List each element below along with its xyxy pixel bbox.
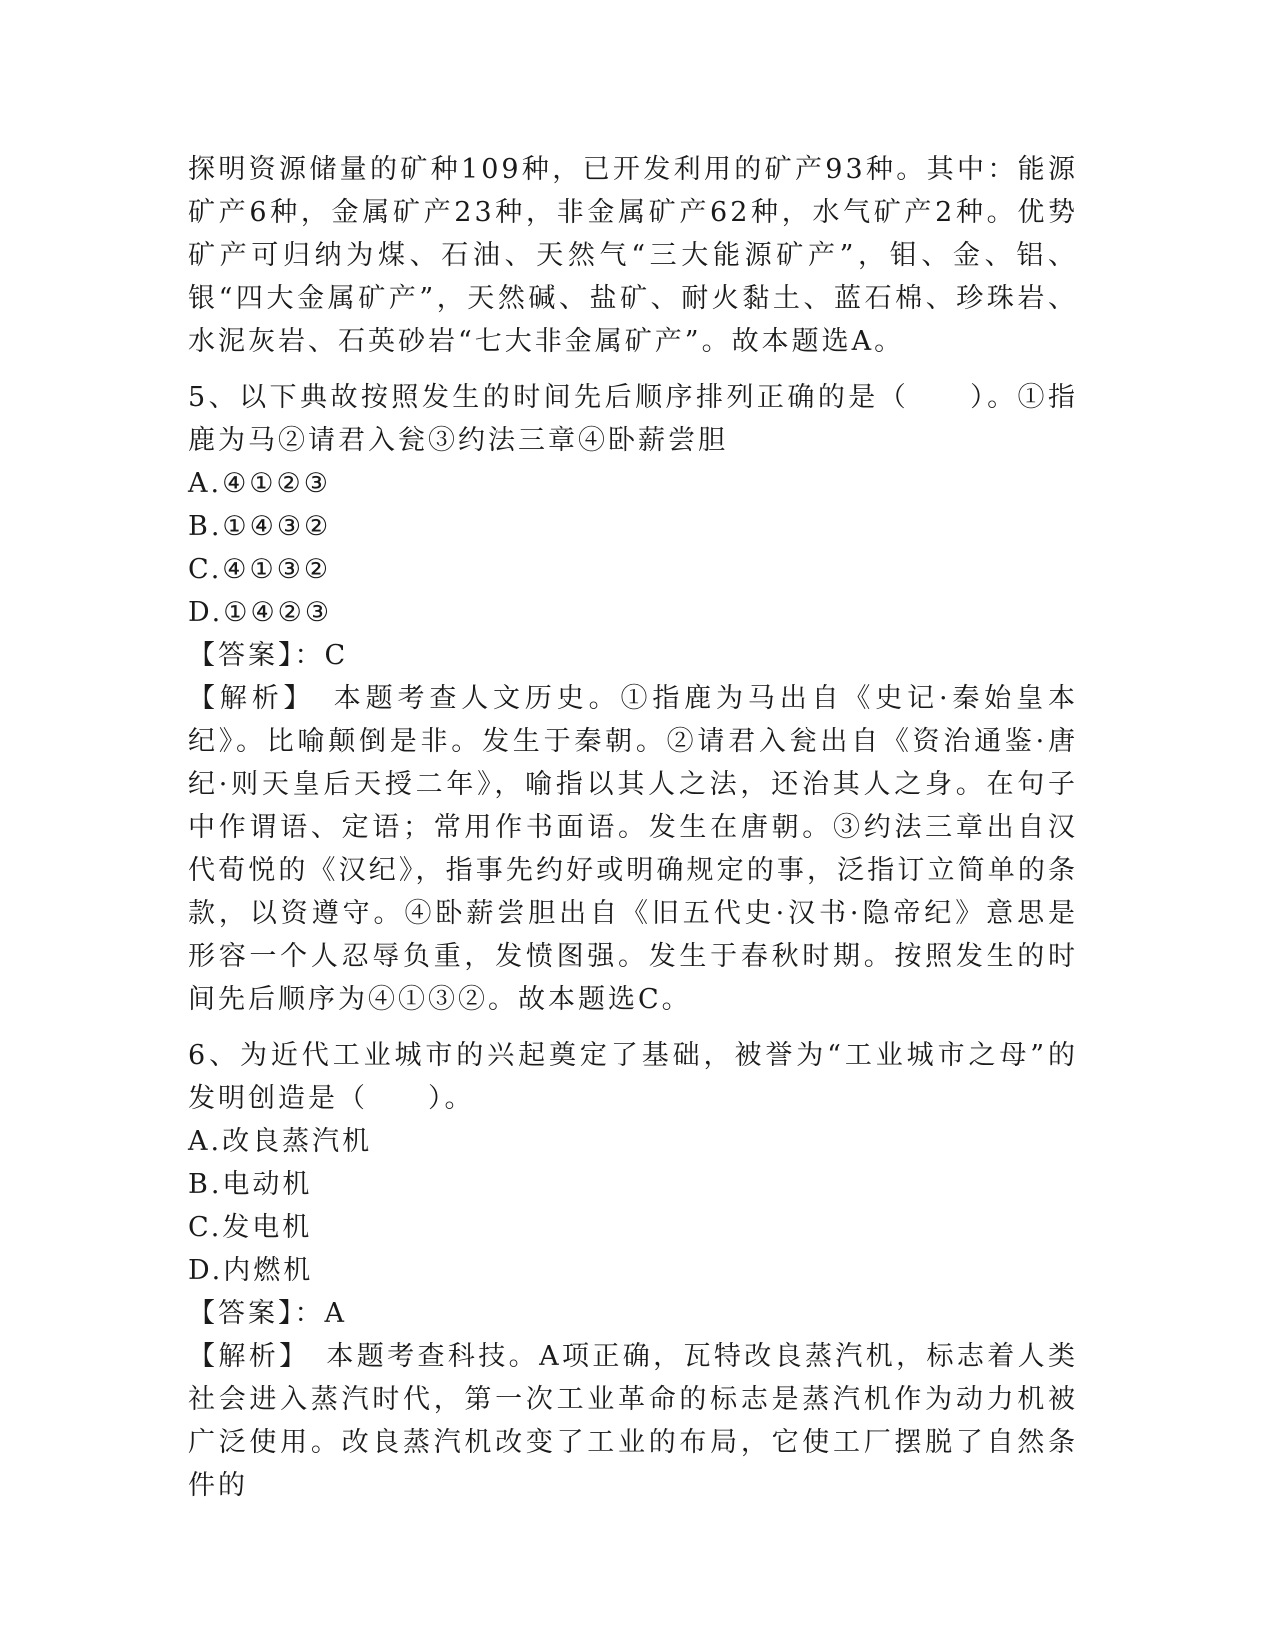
question-5-analysis: [188, 677, 1078, 1021]
question-5: [188, 376, 1078, 1021]
question-6-analysis: [188, 1335, 1078, 1507]
question-6-answer-value: A: [324, 1298, 347, 1329]
intro-paragraph: 探明资源储量的矿种109种，已开发利用的矿产93种。其中：能源矿产6种，金属矿产23种，非金属矿产62种，水气矿产2种。优势矿产可归纳为煤、石油、天然气“三大能源矿产”，钼、金、铝、银“四大金属矿产”，天然碱、盐矿、耐火黏土、蓝石棉、珍珠岩、水泥灰岩、石英砂岩“七大非金属矿产”。故本题选A。: [188, 154, 1078, 357]
question-5-answer: [188, 634, 1078, 677]
question-6-option-b: B.电动机: [188, 1169, 313, 1200]
question-5-analysis-text: 本题考查人文历史。①指鹿为马出自《史记·秦始皇本纪》。比喻颠倒是非。发生于秦朝。②请君入瓮出自《资治通鉴·唐纪·则天皇后天授二年》，喻指以其人之法，还治其人之身。在句子中作谓语、定语；常用作书面语。发生在唐朝。③约法三章出自汉代荀悦的《汉纪》，指事先约好或明确规定的事，泛指订立简单的条款，以资遵守。④卧薪尝胆出自《旧五代史·汉书·隐帝纪》意思是形容一个人忍辱负重，发愤图强。发生于春秋时期。按照发生的时间先后顺序为④①③②。故本题选C。: [188, 683, 1078, 1015]
question-5-option-b: B.①④③②: [188, 511, 332, 542]
question-6-option-a: A.改良蒸汽机: [188, 1126, 373, 1157]
question-5-answer-label: 【答案】：: [188, 640, 325, 671]
question-6-option-c: C.发电机: [188, 1212, 313, 1243]
question-6-answer: [188, 1292, 1078, 1335]
question-5-option-c: C.④①③②: [188, 554, 332, 585]
question-6-answer-label: 【答案】：: [188, 1298, 325, 1329]
document-body: [188, 148, 1078, 1507]
question-6-option-d: D.内燃机: [188, 1255, 314, 1286]
question-5-option-d: D.①④②③: [188, 597, 333, 628]
question-6: [188, 1034, 1078, 1507]
question-6-stem: 6、为近代工业城市的兴起奠定了基础，被誉为“工业城市之母”的发明创造是（ ）。: [188, 1040, 1078, 1114]
question-5-answer-value: C: [324, 640, 349, 671]
question-5-option-a: A.④①②③: [188, 468, 331, 499]
question-6-analysis-label: 【解析】: [188, 1341, 297, 1372]
question-6-analysis-text: 本题考查科技。A项正确，瓦特改良蒸汽机，标志着人类社会进入蒸汽时代，第一次工业革命的标志是蒸汽机作为动力机被广泛使用。改良蒸汽机改变了工业的布局，它使工厂摆脱了自然条件的: [188, 1341, 1079, 1501]
question-5-analysis-label: 【解析】: [188, 683, 302, 714]
question-5-stem: 5、以下典故按照发生的时间先后顺序排列正确的是（ ）。①指鹿为马②请君入瓮③约法三章④卧薪尝胆: [188, 382, 1078, 456]
